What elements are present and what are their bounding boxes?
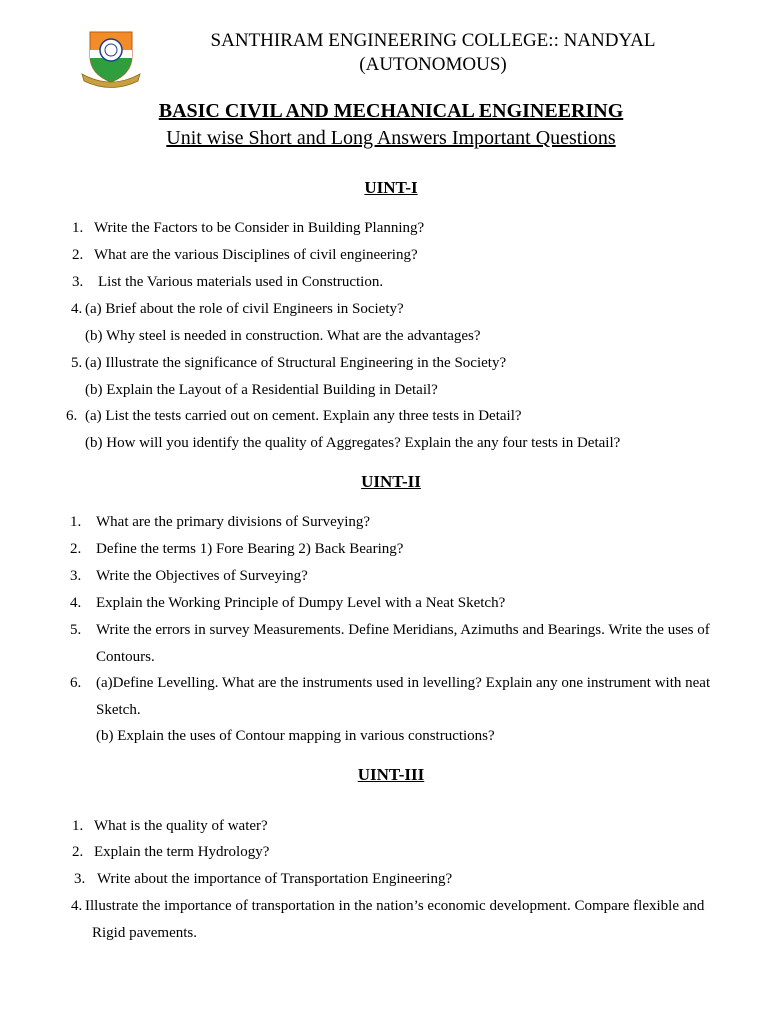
question-text: (a)Define Levelling. What are the instruments used in levelling? Explain any one instrument with neat bbox=[96, 675, 711, 691]
question-text: Explain the Working Principle of Dumpy Level with a Neat Sketch? bbox=[96, 595, 506, 611]
question-text: (a) Illustrate the significance of Structural Engineering in the Society? bbox=[85, 355, 507, 371]
college-name: SANTHIRAM ENGINEERING COLLEGE:: NANDYAL bbox=[210, 30, 656, 51]
question-text: Contours. bbox=[96, 649, 155, 665]
question-number: 3. bbox=[72, 274, 84, 290]
question-text: (b) Why steel is needed in construction. What are the advantages? bbox=[85, 328, 481, 344]
question-text: (a) List the tests carried out on cement. Explain any three tests in Detail? bbox=[85, 408, 522, 424]
question-number: 4. bbox=[71, 898, 83, 914]
question-number: 1. bbox=[70, 514, 82, 530]
college-status: (AUTONOMOUS) bbox=[359, 54, 507, 75]
question-text: Write the Objectives of Surveying? bbox=[96, 568, 308, 584]
question-text: (a) Brief about the role of civil Engineers in Society? bbox=[85, 301, 404, 317]
question-text: What is the quality of water? bbox=[94, 818, 268, 834]
question-number: 6. bbox=[66, 408, 78, 424]
question-text: Write the Factors to be Consider in Building Planning? bbox=[94, 220, 425, 236]
question-text: Rigid pavements. bbox=[92, 925, 197, 941]
question-number: 4. bbox=[71, 301, 83, 317]
question-number: 2. bbox=[72, 844, 84, 860]
question-number: 1. bbox=[72, 220, 84, 236]
question-text: List the Various materials used in Construction. bbox=[98, 274, 384, 290]
question-number: 2. bbox=[72, 247, 84, 263]
question-text: (b) Explain the Layout of a Residential Building in Detail? bbox=[85, 382, 438, 398]
unit-heading: UINT-II bbox=[361, 472, 421, 491]
question-text: Define the terms 1) Fore Bearing 2) Back Bearing? bbox=[96, 541, 404, 557]
question-text: What are the various Disciplines of civil engineering? bbox=[94, 247, 418, 263]
college-logo bbox=[80, 26, 142, 88]
document-subtitle: Unit wise Short and Long Answers Important Questions bbox=[166, 127, 616, 149]
unit-heading: UINT-I bbox=[364, 178, 418, 197]
question-number: 1. bbox=[72, 818, 84, 834]
question-text: Explain the term Hydrology? bbox=[94, 844, 270, 860]
question-number: 5. bbox=[70, 622, 82, 638]
question-text: (b) How will you identify the quality of Aggregates? Explain the any four tests in Detail? bbox=[85, 435, 621, 451]
subject-title: BASIC CIVIL AND MECHANICAL ENGINEERING bbox=[158, 100, 624, 122]
question-text: Sketch. bbox=[96, 702, 141, 718]
question-number: 3. bbox=[74, 871, 86, 887]
question-number: 3. bbox=[70, 568, 82, 584]
question-number: 4. bbox=[70, 595, 82, 611]
question-text: Write about the importance of Transportation Engineering? bbox=[97, 871, 453, 887]
question-text: What are the primary divisions of Surveying? bbox=[96, 514, 371, 530]
question-text: (b) Explain the uses of Contour mapping in various constructions? bbox=[96, 728, 495, 744]
question-number: 2. bbox=[70, 541, 82, 557]
question-text: Illustrate the importance of transportation in the nation’s economic development. Compare flexible and bbox=[85, 898, 705, 914]
question-number: 6. bbox=[70, 675, 82, 691]
question-number: 5. bbox=[71, 355, 83, 371]
unit-heading: UINT-III bbox=[357, 765, 425, 784]
question-text: Write the errors in survey Measurements. Define Meridians, Azimuths and Bearings. Write the uses of bbox=[96, 622, 710, 638]
